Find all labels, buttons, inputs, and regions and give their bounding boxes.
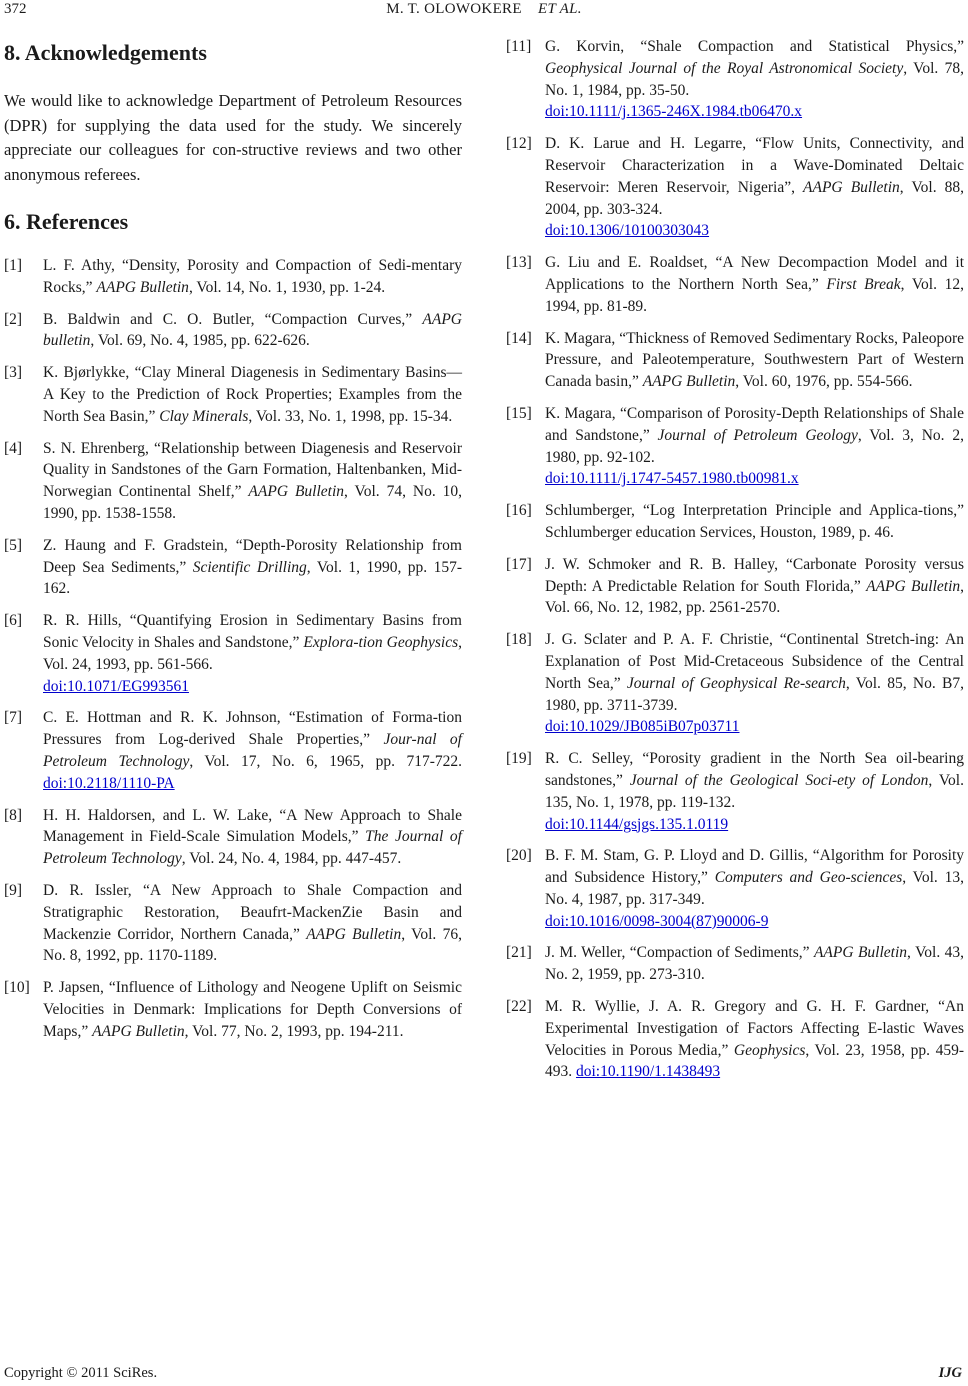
reference-text [43, 438, 462, 525]
reference-text [43, 309, 462, 353]
reference-journal: Explora-tion Geophysics [303, 633, 459, 651]
reference-text [43, 707, 462, 794]
reference-number: [5] [4, 536, 23, 554]
reference-item [506, 36, 964, 123]
reference-number: [22] [506, 998, 532, 1016]
reference-details: , Vol. 23, 1958, pp. 459-493. [545, 1041, 964, 1081]
reference-item [506, 996, 964, 1083]
reference-text [545, 996, 964, 1083]
reference-citation: D. K. Larue and H. Legarre, “Flow Units, Connectivity, and Reservoir Characterization in a Wave-Dominated Deltaic Reservoir: Meren Reservoir, Nigeria”, [545, 135, 964, 196]
reference-number: [6] [4, 612, 23, 630]
reference-citation: P. Japsen, “Influence of Lithology and Neogene Uplift on Seismic Velocities in Denmark: Implications for Depth Conversions of Maps,” [43, 979, 462, 1040]
reference-number: [15] [506, 404, 532, 422]
right-column [506, 36, 964, 1093]
reference-citation: S. N. Ehrenberg, “Relationship between Diagenesis and Reservoir Quality in Sandstones of the Garn Formation, Haltenbanken, Mid-Norwegian Continental Shelf,” [43, 439, 462, 501]
reference-citation: K. Magara, “Thickness of Removed Sedimentary Rocks, Paleopore Pressure, and Paleotemperature, Southwestern Part of Western Canada basin,” [545, 329, 964, 391]
reference-citation: J. G. Sclater and P. A. F. Christie, “Continental Stretch-ing: An Explanation of Post Mid-Cretaceous Subsidence of the Central North Sea,” [545, 631, 964, 692]
reference-text [545, 403, 964, 490]
acknowledgements-heading: 8. Acknowledgements [4, 40, 207, 65]
reference-citation: G. Korvin, “Shale Compaction and Statistical Physics,” [545, 38, 964, 55]
reference-item [506, 403, 964, 490]
reference-number: [17] [506, 555, 532, 573]
reference-details: , Vol. 24, No. 4, 1984, pp. 447-457. [181, 850, 402, 868]
reference-item [4, 805, 462, 870]
left-column [4, 36, 462, 1053]
reference-journal: AAPG bulletin [43, 310, 462, 350]
reference-journal: AAPG Bulletin [642, 373, 736, 391]
reference-journal: The Journal of Petroleum Technology [43, 828, 462, 868]
reference-details: , Vol. 3, No. 2, 1980, pp. 92-102. [545, 426, 964, 466]
reference-journal: Journal of Petroleum Geology [657, 426, 858, 444]
reference-number: [13] [506, 254, 532, 272]
reference-item [4, 438, 462, 525]
running-head [0, 0, 968, 18]
reference-citation: Schlumberger, “Log Interpretation Principle and Applica-tions,” Schlumberger education Services, Houston, 1989, p. 46. [545, 502, 964, 541]
reference-journal: First Break [826, 275, 901, 293]
reference-journal: Journal of Geophysical Re-search [626, 674, 846, 692]
reference-journal: AAPG Bulletin [866, 577, 961, 595]
reference-details: , Vol. 1, 1990, pp. 157-162. [43, 558, 462, 598]
reference-text [43, 362, 462, 427]
reference-text [43, 880, 462, 967]
reference-number: [10] [4, 979, 30, 997]
reference-number: [9] [4, 881, 23, 899]
reference-doi-link[interactable]: doi:10.1071/EG993561 [43, 677, 189, 695]
reference-citation: B. F. M. Stam, G. P. Lloyd and D. Gillis, “Algorithm for Porosity and Subsidence History,” [545, 847, 964, 887]
reference-citation: G. Liu and E. Roaldset, “A New Decompaction Model and it Applications to the Northern North Sea,” [545, 254, 964, 293]
reference-item [506, 252, 964, 317]
reference-details: , Vol. 74, No. 10, 1990, pp. 1538-1558. [43, 483, 462, 522]
reference-citation: J. M. Weller, “Compaction of Sediments,” [545, 944, 814, 962]
reference-details: , Vol. 135, No. 1, 1978, pp. 119-132. [545, 771, 964, 811]
reference-item [506, 629, 964, 738]
reference-details: , Vol. 85, No. B7, 1980, pp. 3711-3739. [545, 674, 964, 714]
reference-journal: Computers and Geo-sciences [714, 869, 903, 887]
reference-text [545, 36, 964, 123]
reference-details: , Vol. 14, No. 1, 1930, pp. 1-24. [188, 278, 386, 296]
reference-item [506, 133, 964, 242]
reference-doi-link[interactable]: doi:10.1016/0098-3004(87)90006-9 [545, 912, 769, 930]
reference-number: [14] [506, 329, 532, 347]
reference-citation: B. Baldwin and C. O. Butler, “Compaction Curves,” [43, 310, 423, 328]
reference-details: , Vol. 76, No. 8, 1992, pp. 1170-1189. [43, 925, 462, 965]
reference-number: [4] [4, 439, 23, 457]
reference-journal: AAPG Bulletin [306, 925, 402, 943]
reference-journal: AAPG Bulletin [813, 944, 908, 962]
reference-text [43, 255, 462, 299]
reference-item [506, 845, 964, 932]
reference-details: , Vol. 24, 1993, pp. 561-566. [43, 633, 463, 673]
reference-citation: M. R. Wyllie, J. A. R. Gregory and G. H. F. Gardner, “An Experimental Investigation of Factors Affecting E-lastic Waves Velocities in Porous Media,” [545, 998, 964, 1059]
reference-text [545, 748, 964, 835]
reference-doi-link[interactable]: doi:10.1111/j.1747-5457.1980.tb00981.x [545, 470, 799, 488]
running-head-authors: M. T. OLOWOKERE [386, 1, 522, 17]
reference-item [4, 309, 462, 353]
reference-citation: L. F. Athy, “Density, Porosity and Compaction of Sedi-mentary Rocks,” [43, 257, 462, 296]
reference-text [545, 942, 964, 986]
reference-journal: Scientific Drilling [192, 558, 307, 576]
reference-item [506, 500, 964, 544]
reference-doi-link[interactable]: doi:10.1029/JB085iB07p03711 [545, 718, 740, 736]
reference-details: , Vol. 17, No. 6, 1965, pp. 717-722. [189, 752, 462, 770]
reference-details: , Vol. 69, No. 4, 1985, pp. 622-626. [90, 332, 310, 350]
reference-item [506, 942, 964, 986]
reference-text [43, 805, 462, 870]
running-head-et-al: ET AL. [538, 1, 582, 17]
reference-number: [20] [506, 847, 532, 865]
reference-item [4, 362, 462, 427]
reference-doi-link[interactable]: doi:10.1144/gsjgs.135.1.0119 [545, 815, 729, 833]
reference-text [43, 610, 462, 697]
reference-details: , Vol. 88, 2004, pp. 303-324. [545, 178, 965, 218]
reference-number: [1] [4, 257, 23, 274]
reference-text [545, 554, 964, 619]
references-heading: 6. References [4, 209, 129, 234]
reference-number: [7] [4, 709, 23, 727]
reference-number: [19] [506, 750, 532, 768]
reference-citation: R. R. Hills, “Quantifying Erosion in Sedimentary Basins from Sonic Velocity in Shales and Sandstone,” [43, 612, 462, 651]
reference-number: [2] [4, 310, 23, 328]
reference-number: [21] [506, 944, 532, 962]
footer-journal-abbr: IJG [938, 1365, 962, 1381]
reference-citation: Z. Haung and F. Gradstein, “Depth-Porosity Relationship from Deep Sea Sediments,” [43, 536, 462, 576]
reference-list-left [4, 255, 462, 1043]
reference-text [545, 500, 964, 544]
reference-citation: J. W. Schmoker and R. B. Halley, “Carbonate Porosity versus Depth: A Predictable Relation for South Florida,” [545, 555, 964, 595]
reference-text [545, 629, 964, 738]
reference-doi-link[interactable]: doi:10.1306/10100303043 [545, 222, 710, 240]
reference-item [4, 535, 462, 600]
page-number: 372 [4, 1, 27, 17]
reference-journal: Geophysical Journal of the Royal Astronomical Society [545, 59, 904, 77]
reference-journal: AAPG Bulletin [96, 278, 189, 296]
reference-doi-link[interactable]: doi:10.1190/1.1438493 [576, 1063, 721, 1081]
reference-number: [12] [506, 135, 532, 153]
reference-details: , Vol. 33, No. 1, 1998, pp. 15-34. [248, 407, 453, 425]
reference-citation: K. Bjørlykke, “Clay Mineral Diagenesis in Sedimentary Basins—A Key to the Prediction of Rock Properties; Examples from the North Sea Basin,” [43, 364, 462, 425]
reference-citation: H. H. Haldorsen, and L. W. Lake, “A New Approach to Shale Management in Field-Scale Simulation Models,” [43, 806, 462, 846]
reference-details: , Vol. 77, No. 2, 1993, pp. 194-211. [184, 1022, 404, 1040]
reference-item [4, 977, 462, 1042]
reference-number: [18] [506, 631, 532, 649]
reference-item [4, 707, 462, 794]
reference-journal: AAPG Bulletin [92, 1022, 185, 1040]
reference-text [43, 535, 462, 600]
reference-citation: K. Magara, “Comparison of Porosity-Depth Relationships of Shale and Sandstone,” [545, 404, 964, 444]
reference-doi-link[interactable]: doi:10.1111/j.1365-246X.1984.tb06470.x [545, 103, 803, 121]
reference-journal: AAPG Bulletin [248, 483, 345, 501]
reference-item [506, 554, 964, 619]
reference-details: , Vol. 43, No. 2, 1959, pp. 273-310. [545, 944, 965, 984]
reference-journal: Geophysics [733, 1041, 806, 1059]
reference-details: , Vol. 78, No. 1, 1984, pp. 35-50. [545, 59, 964, 99]
footer-copyright: Copyright © 2011 SciRes. [4, 1365, 158, 1381]
reference-text [545, 328, 964, 393]
reference-list-right [506, 36, 964, 1083]
reference-details: , Vol. 60, 1976, pp. 554-566. [735, 373, 913, 391]
reference-number: [11] [506, 38, 532, 55]
reference-doi-link[interactable]: doi:10.2118/1110-PA [43, 774, 175, 792]
reference-item [4, 880, 462, 967]
reference-number: [3] [4, 364, 23, 382]
reference-details: , Vol. 66, No. 12, 1982, pp. 2561-2570. [545, 577, 965, 617]
reference-journal: Clay Minerals [159, 407, 249, 425]
reference-item [506, 748, 964, 835]
reference-text [43, 977, 462, 1042]
reference-text [545, 133, 964, 242]
reference-number: [16] [506, 502, 532, 520]
reference-details: , Vol. 12, 1994, pp. 81-89. [545, 275, 964, 315]
reference-item [4, 610, 462, 697]
reference-journal: AAPG Bulletin [803, 178, 900, 196]
reference-journal: Jour-nal of Petroleum Technology [43, 731, 462, 770]
reference-number: [8] [4, 806, 23, 824]
reference-citation: D. R. Issler, “A New Approach to Shale Compaction and Stratigraphic Restoration, Beaufrt-MackenZie Basin and Mackenzie Corridor, Northern Canada,” [43, 881, 462, 943]
reference-details: , Vol. 13, No. 4, 1987, pp. 317-349. [545, 869, 965, 908]
reference-citation: C. E. Hottman and R. K. Johnson, “Estimation of Forma-tion Pressures from Log-derived Shale Properties,” [43, 709, 462, 749]
reference-citation: R. C. Selley, “Porosity gradient in the North Sea oil-bearing sandstones,” [545, 750, 964, 789]
reference-item [4, 255, 462, 299]
reference-text [545, 252, 964, 317]
acknowledgements-text: We would like to acknowledge Department of Petroleum Resources (DPR) for supplying the data used for the study. We sincerely appreciate our colleagues for con-structive reviews and two other anonymous referees. [4, 91, 462, 184]
reference-item [506, 328, 964, 393]
reference-journal: Journal of the Geological Soci-ety of London [629, 771, 929, 789]
reference-text [545, 845, 964, 932]
